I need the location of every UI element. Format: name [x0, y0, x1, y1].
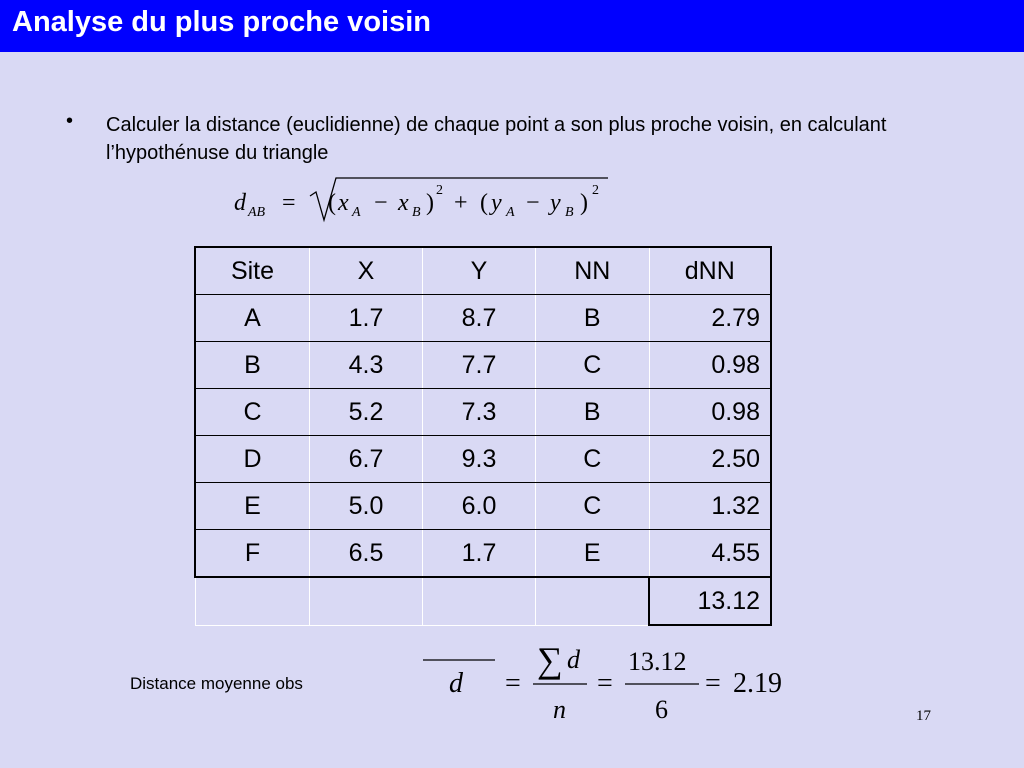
cell-y: 7.3 — [423, 389, 536, 436]
cell-y: 6.0 — [423, 483, 536, 530]
total-dnn: 13.12 — [649, 577, 771, 625]
formula-ya-sub: A — [506, 205, 515, 220]
cell-dnn: 1.32 — [649, 483, 771, 530]
table-row — [195, 342, 771, 389]
cell-nn: B — [536, 295, 650, 342]
table-header-row — [195, 247, 771, 295]
cell-dnn: 0.98 — [649, 342, 771, 389]
formula-pow2: 2 — [592, 183, 599, 198]
formula-ya: y — [491, 190, 502, 216]
formula-xa-sub: A — [352, 205, 361, 220]
cell-site: C — [195, 389, 310, 436]
header-x: X — [310, 247, 423, 295]
table-row — [195, 389, 771, 436]
empty-cell — [536, 577, 650, 625]
cell-x: 6.7 — [310, 436, 423, 483]
formula-close2: ) — [580, 190, 588, 216]
formula-open1: ( — [328, 190, 336, 216]
cell-dnn: 2.50 — [649, 436, 771, 483]
title-bar — [0, 0, 1024, 52]
cell-site: A — [195, 295, 310, 342]
formula-equals: = — [282, 190, 296, 216]
formula-xb-sub: B — [412, 205, 421, 220]
cell-dnn: 0.98 — [649, 389, 771, 436]
table-row — [195, 530, 771, 578]
formula-pow1: 2 — [436, 183, 443, 198]
cell-nn: B — [536, 389, 650, 436]
cell-site: E — [195, 483, 310, 530]
mean-equals1: = — [505, 668, 521, 699]
mean-result: 2.19 — [733, 668, 782, 699]
empty-cell — [310, 577, 423, 625]
distance-formula — [228, 172, 628, 232]
table-row — [195, 295, 771, 342]
table-row — [195, 483, 771, 530]
header-site: Site — [195, 247, 310, 295]
cell-dnn: 4.55 — [649, 530, 771, 578]
sum-symbol: ∑ — [537, 640, 563, 680]
cell-nn: E — [536, 530, 650, 578]
formula-d: d — [234, 190, 246, 216]
mean-distance-formula — [415, 634, 815, 724]
nearest-neighbor-table — [194, 246, 772, 626]
cell-y: 1.7 — [423, 530, 536, 578]
mean-numerator: 13.12 — [628, 647, 687, 676]
bullet-text: Calculer la distance (euclidienne) de chaque point a son plus proche voisin, en calculant l’hypothénuse du triangle — [106, 114, 887, 164]
cell-x: 4.3 — [310, 342, 423, 389]
header-dnn: dNN — [649, 247, 771, 295]
header-nn: NN — [536, 247, 650, 295]
cell-y: 9.3 — [423, 436, 536, 483]
formula-minus2: − — [526, 190, 540, 216]
formula-plus: + — [454, 190, 468, 216]
formula-minus1: − — [374, 190, 388, 216]
table-total-row — [195, 577, 771, 625]
cell-x: 1.7 — [310, 295, 423, 342]
mean-distance-label: Distance moyenne obs — [130, 674, 303, 693]
formula-close1: ) — [426, 190, 434, 216]
mean-den-n: n — [553, 695, 566, 724]
cell-site: F — [195, 530, 310, 578]
formula-xb: x — [398, 190, 409, 216]
cell-y: 8.7 — [423, 295, 536, 342]
mean-equals3: = — [705, 668, 721, 699]
cell-nn: C — [536, 342, 650, 389]
mean-num-d: d — [567, 645, 580, 674]
cell-y: 7.7 — [423, 342, 536, 389]
cell-x: 5.2 — [310, 389, 423, 436]
bullet-marker: • — [66, 110, 74, 132]
formula-xa: x — [338, 190, 349, 216]
formula-d-sub: AB — [248, 205, 266, 220]
table-row — [195, 436, 771, 483]
empty-cell — [195, 577, 310, 625]
formula-open2: ( — [480, 190, 488, 216]
formula-yb-sub: B — [565, 205, 574, 220]
cell-nn: C — [536, 436, 650, 483]
formula-yb: y — [550, 190, 561, 216]
page-number: 17 — [916, 708, 931, 724]
cell-x: 5.0 — [310, 483, 423, 530]
cell-x: 6.5 — [310, 530, 423, 578]
header-y: Y — [423, 247, 536, 295]
cell-site: B — [195, 342, 310, 389]
mean-denominator: 6 — [655, 695, 668, 724]
cell-site: D — [195, 436, 310, 483]
cell-dnn: 2.79 — [649, 295, 771, 342]
slide-title: Analyse du plus proche voisin — [12, 6, 431, 38]
mean-d-bar: d — [449, 668, 463, 699]
empty-cell — [423, 577, 536, 625]
cell-nn: C — [536, 483, 650, 530]
mean-equals2: = — [597, 668, 613, 699]
